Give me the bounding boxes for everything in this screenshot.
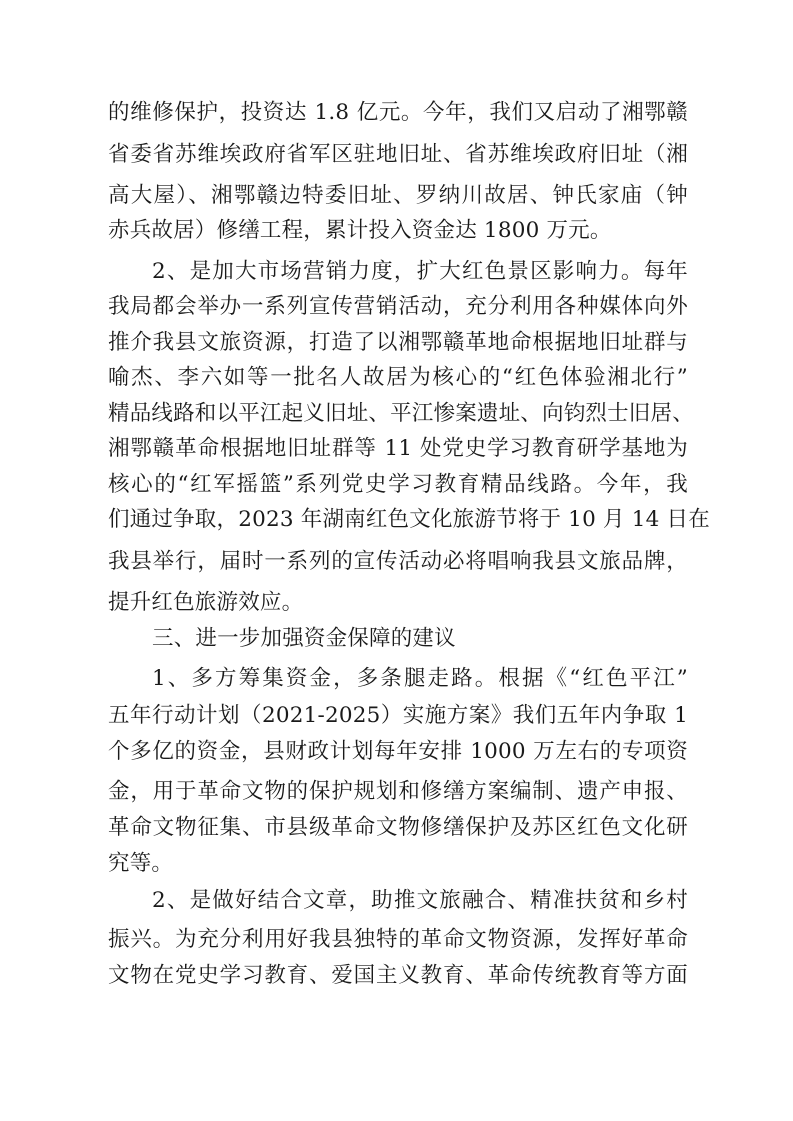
paragraph-first-line: 2、是做好结合文章，助推文旅融合、精准扶贫和乡村	[152, 888, 688, 913]
paragraph-first-line: 2、是加大市场营销力度，扩大红色景区影响力。每年	[152, 259, 688, 284]
text-line: 精品线路和以平江起义旧址、平江惨案遗址、向钧烈士旧居、	[108, 401, 694, 426]
text-line: 我县举行，届时一系列的宣传活动必将唱响我县文旅品牌，	[108, 549, 688, 574]
text-line: 究等。	[108, 851, 174, 876]
text-line: 省委省苏维埃政府省军区驻地旧址、省苏维埃政府旧址（湘	[108, 142, 688, 167]
text-line: 喻杰、李六如等一批名人故居为核心的“红色体验湘北行”	[108, 365, 688, 390]
paragraph-first-line: 1、多方筹集资金，多条腿走路。根据《“红色平江”	[152, 666, 688, 691]
text-line: 革命文物征集、市县级革命文物修缮保护及苏区红色文化研	[108, 815, 688, 840]
text-line: 的维修保护，投资达 1.8 亿元。今年，我们又启动了湘鄂赣	[108, 100, 688, 125]
text-line: 赤兵故居）修缮工程，累计投入资金达 1800 万元。	[108, 218, 612, 243]
text-line: 高大屋）、湘鄂赣边特委旧址、罗纳川故居、钟氏家庙（钟	[108, 183, 688, 208]
text-line: 金，用于革命文物的保护规划和修缮方案编制、遗产申报、	[108, 779, 688, 804]
text-line: 推介我县文旅资源，打造了以湘鄂赣革地命根据地旧址群与	[108, 330, 688, 355]
text-line: 五年行动计划（2021-2025）实施方案》我们五年内争取 1	[108, 703, 688, 728]
section-heading: 三、进一步加强资金保障的建议	[152, 626, 456, 651]
text-line: 振兴。为充分利用好我县独特的革命文物资源，发挥好革命	[108, 927, 688, 952]
text-line: 文物在党史学习教育、爱国主义教育、革命传统教育等方面	[108, 963, 688, 988]
text-line: 提升红色旅游效应。	[108, 590, 304, 615]
text-line: 核心的“红军摇篮”系列党史学习教育精品线路。今年，我	[108, 472, 688, 497]
text-line: 们通过争取，2023 年湖南红色文化旅游节将于 10 月 14 日在	[108, 507, 710, 532]
text-line: 湘鄂赣革命根据地旧址群等 11 处党史学习教育研学基地为	[108, 436, 688, 461]
text-line: 个多亿的资金，县财政计划每年安排 1000 万左右的专项资	[108, 739, 688, 764]
text-line: 我局都会举办一系列宣传营销活动，充分利用各种媒体向外	[108, 294, 688, 319]
